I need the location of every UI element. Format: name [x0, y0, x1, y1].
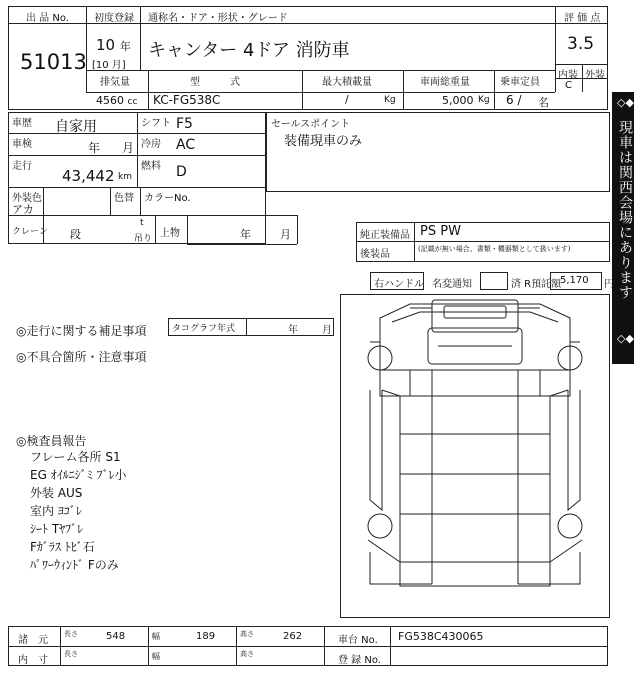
inner-length-label: 長さ: [64, 650, 78, 658]
truck-diagram: [340, 294, 610, 618]
model-name-label: 通称名・ドア・形状・グレード: [148, 13, 288, 24]
driving-notes-label: ◎走行に関する補足事項: [16, 324, 147, 338]
gross-weight-label: 車両総重量: [420, 77, 470, 88]
equipment-label: 純正装備品: [360, 230, 410, 241]
exterior-label: 外装: [585, 70, 605, 81]
width-label: 幅: [152, 632, 160, 641]
crane-stage: 段: [70, 228, 81, 241]
gross-weight-unit: Kg: [478, 95, 490, 105]
tacho-year: 年: [288, 325, 298, 336]
length-value: 548: [106, 631, 126, 642]
tacho-label: タコグラフ年式: [172, 324, 236, 334]
sales-point-value: 装備現車のみ: [284, 134, 363, 149]
max-load-unit: Kg: [384, 95, 396, 105]
ac-label: 冷房: [141, 139, 161, 150]
model-value: KC-FG538C: [153, 93, 221, 107]
gross-weight-value: 5,000: [442, 94, 474, 107]
equipment-value: PS PW: [420, 224, 461, 239]
length-label: 長さ: [64, 630, 78, 638]
interior-label: 内装: [558, 70, 578, 81]
inner-dim-label: 内 寸: [18, 655, 48, 666]
sales-point-label: セールスポイント: [271, 119, 351, 130]
first-reg-label: 初度登録: [94, 13, 134, 24]
recycle-value: 5,170: [560, 275, 589, 286]
report-line: ﾊﾟﾜｰｳｨﾝﾄﾞ Fのみ: [30, 558, 119, 572]
history-label: 車歴: [12, 118, 32, 129]
width-value: 189: [196, 631, 216, 642]
venue-notice: 現車は関西会場にあります: [617, 120, 633, 300]
right-handle-label: 右ハンドル: [374, 279, 424, 290]
inner-height-label: 高さ: [240, 650, 254, 658]
name-change-box: [480, 272, 508, 290]
rating-value: 3.5: [567, 34, 595, 54]
ac-value: AC: [176, 137, 196, 153]
report-line: ｼｰﾄ Tﾔﾌﾞﾚ: [30, 522, 84, 536]
color-code-label: カラーNo.: [144, 193, 191, 204]
model-label: 型 式: [190, 77, 240, 88]
report-line: 室内 ﾖｺﾞﾚ: [30, 504, 82, 518]
mileage-label: 走行: [12, 161, 32, 172]
tacho-month: 月: [322, 325, 332, 336]
inspection-month: 月: [122, 141, 135, 155]
venue-sidebar: ◇◆ 現車は関西会場にあります ◇◆: [612, 92, 634, 364]
fuel-label: 燃料: [141, 161, 161, 172]
exterior-color-value: アカ: [12, 203, 34, 216]
report-line: Fｶﾞﾗｽ ﾄﾋﾞ石: [30, 540, 95, 554]
inspection-year: 年: [88, 141, 101, 155]
lift-label: 上物: [160, 228, 180, 239]
crane-t: t: [140, 218, 144, 228]
report-line: EG ｵｲﾙﾆｼﾞﾐ ﾌﾞﾚ小: [30, 468, 127, 482]
crane-label: クレーン: [12, 227, 48, 237]
chassis-label: 車台 No.: [338, 635, 378, 646]
recycle-label: 済 R預託額: [511, 279, 562, 290]
reg-year: 10 年: [96, 36, 131, 54]
fuel-value: D: [176, 164, 187, 180]
lift-month: 月: [280, 228, 291, 241]
capacity-label: 乗車定員: [500, 77, 540, 88]
exterior-color-label: 外装色: [12, 193, 42, 204]
mileage-value: 43,442: [62, 167, 115, 185]
chassis-value: FG538C430065: [398, 630, 484, 643]
report-line: フレーム各所 S1: [30, 450, 121, 464]
height-value: 262: [283, 631, 303, 642]
max-load-label: 最大積載量: [322, 77, 372, 88]
shift-label: シフト: [141, 118, 171, 129]
mileage-unit: km: [118, 172, 132, 182]
inspector-report-label: ◎検査員報告: [16, 434, 87, 448]
max-load-value: /: [345, 93, 349, 106]
registration-label: 登 録 No.: [338, 655, 381, 666]
lot-number: 51013: [20, 50, 87, 74]
inspection-label: 車検: [12, 139, 32, 150]
displacement-value: 4560 cc: [96, 94, 138, 107]
displacement-label: 排気量: [100, 77, 130, 88]
car-name: キャンター 4ドア 消防車: [148, 40, 350, 61]
after-note: (記載が無い場合、書類・機器類として扱います): [418, 245, 571, 253]
after-label: 後装品: [360, 249, 390, 260]
history-value: 自家用: [55, 119, 97, 135]
reg-month: [10 月]: [92, 60, 126, 71]
crane-lift: 吊り: [134, 234, 153, 244]
shift-value: F5: [176, 116, 193, 132]
capacity-unit: 名: [538, 96, 549, 109]
color-no-label: 色替: [114, 193, 134, 204]
rating-label: 評 価 点: [564, 13, 601, 24]
report-line: 外装 AUS: [30, 486, 83, 500]
interior-value: C: [565, 80, 572, 91]
capacity-value: 6 /: [506, 93, 522, 107]
name-change-label: 名変通知: [432, 279, 472, 290]
defect-notes-label: ◎不具合箇所・注意事項: [16, 350, 147, 364]
inner-width-label: 幅: [152, 652, 160, 661]
height-label: 高さ: [240, 630, 254, 638]
recycle-unit: 円: [604, 279, 614, 290]
specs-label: 諸 元: [18, 635, 48, 646]
lot-label: 出 品 No.: [26, 13, 69, 24]
lift-year: 年: [240, 228, 251, 241]
